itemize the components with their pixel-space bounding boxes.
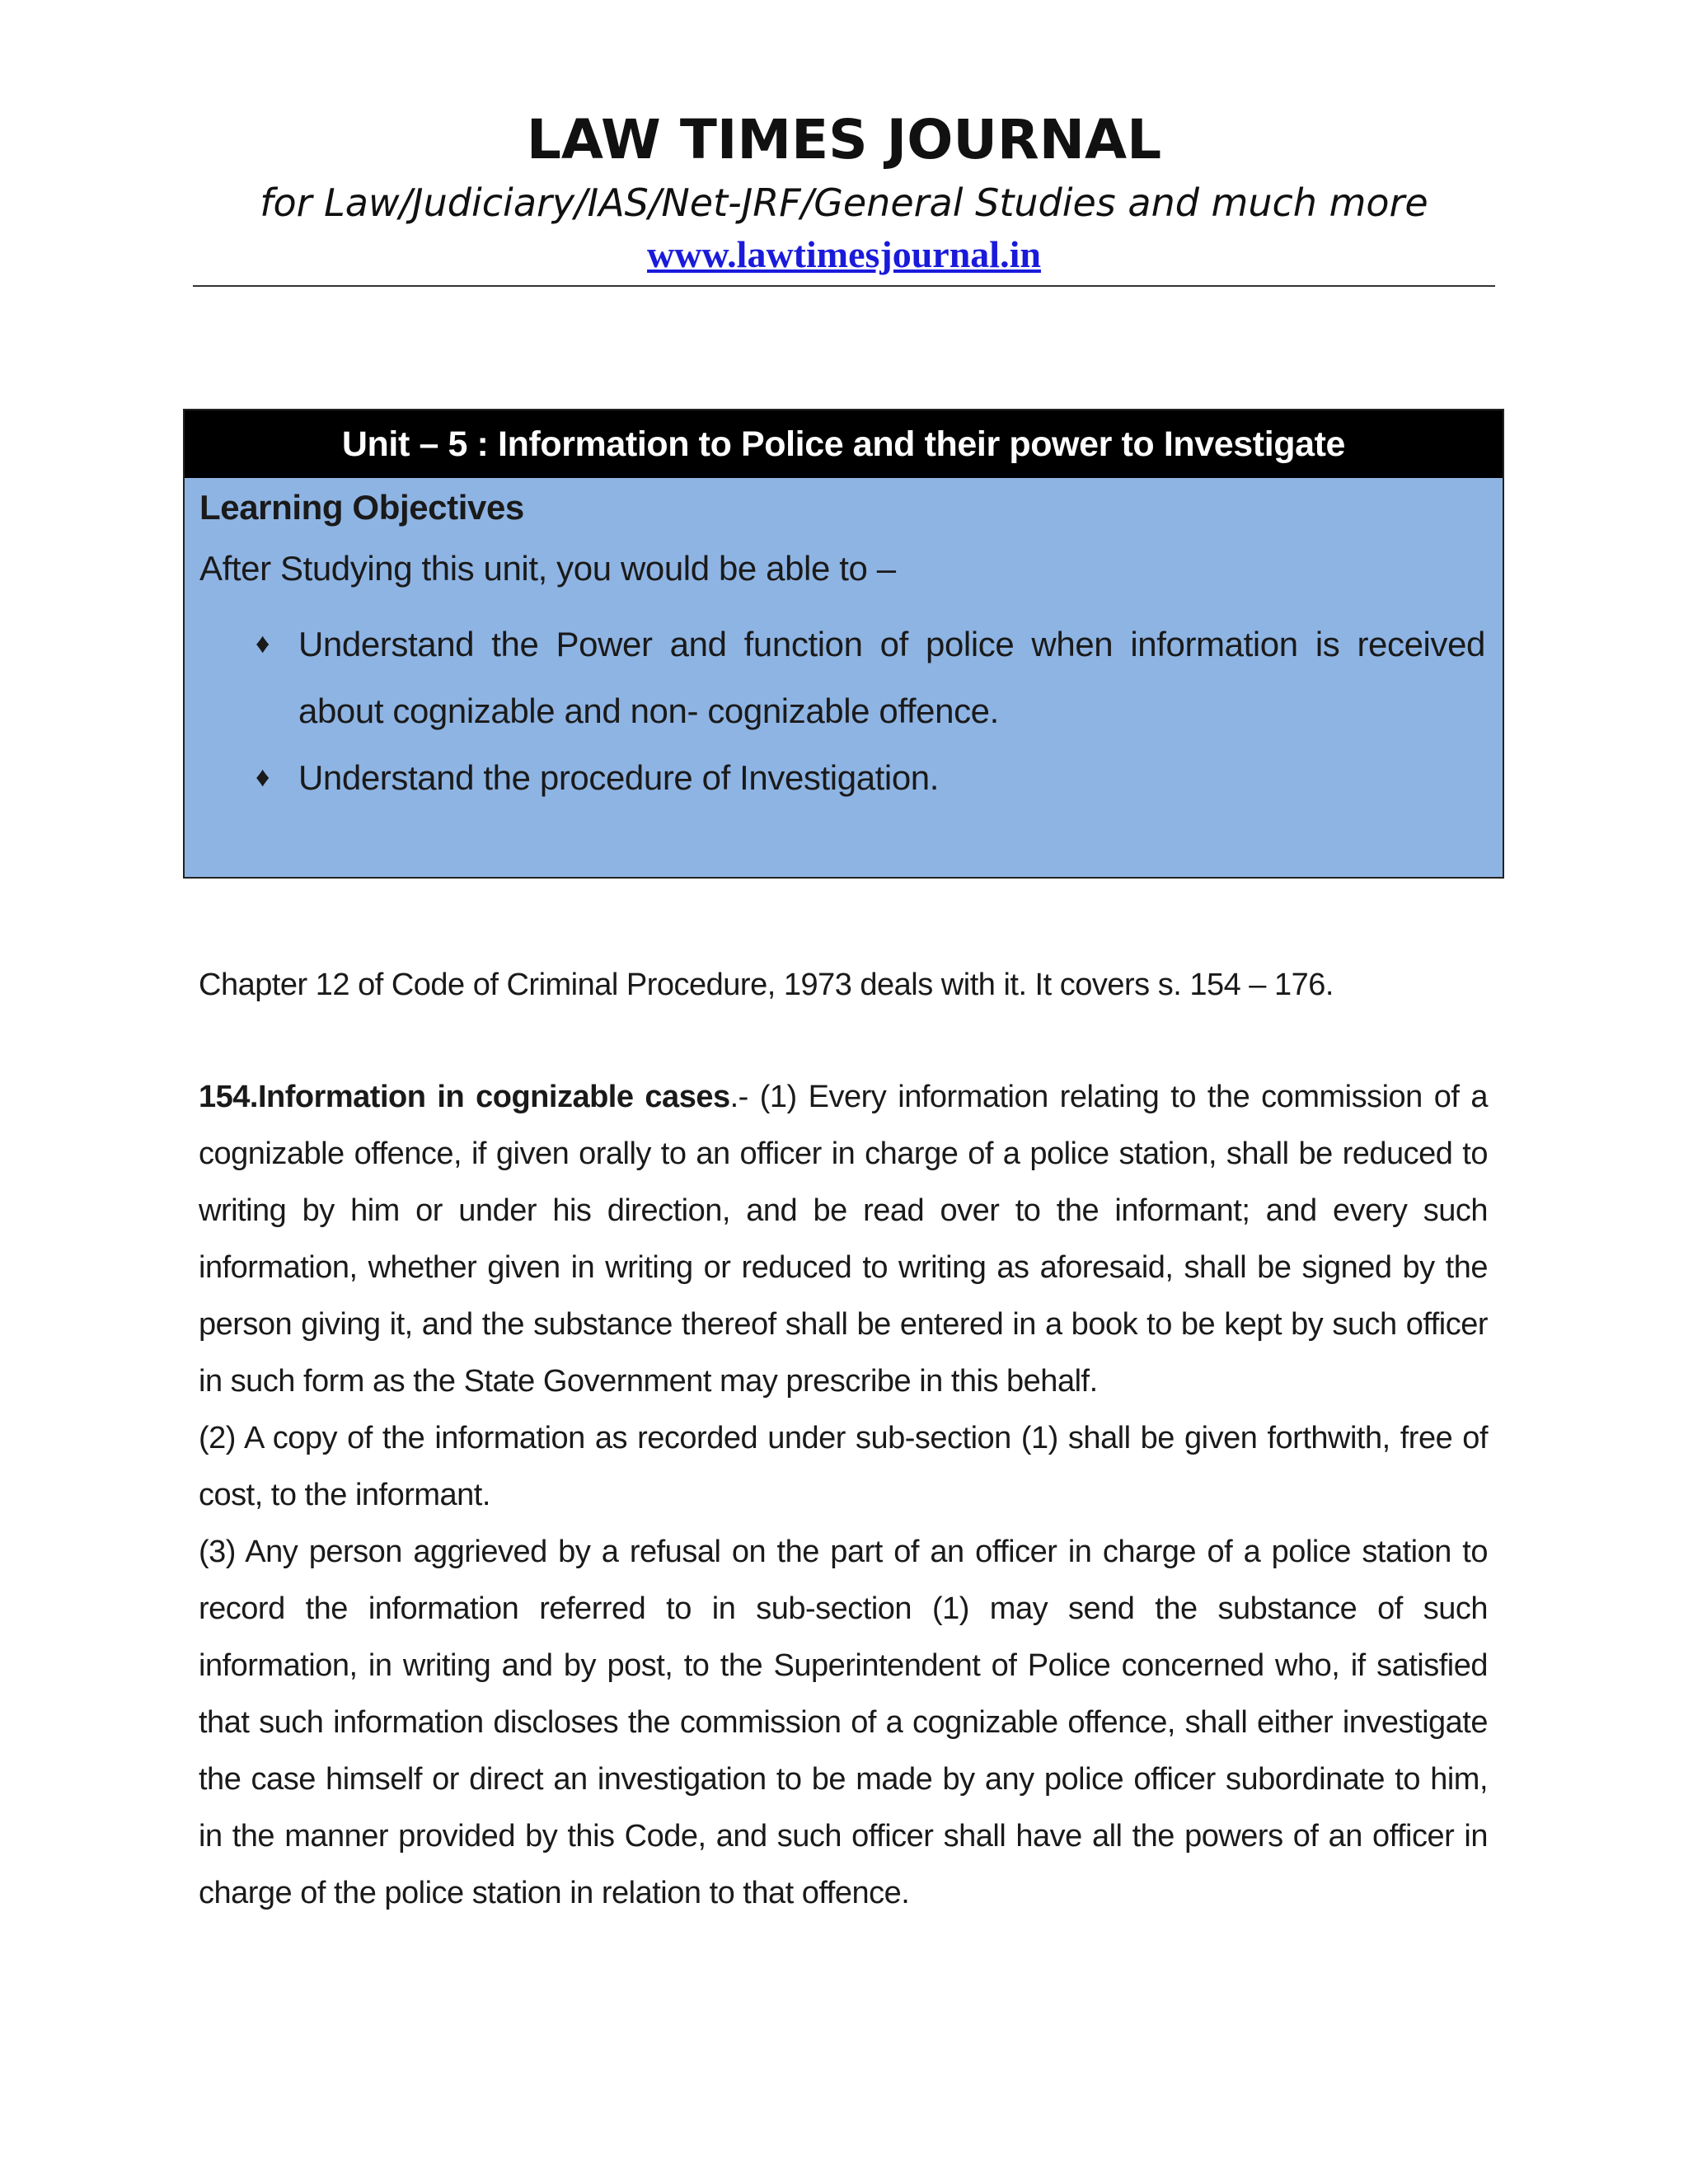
list-item [199,744,1485,811]
learning-objectives-list [199,611,1485,811]
journal-header [193,103,1495,281]
diamond-bullet-icon: ♦ [256,628,270,659]
clause-text: .- (1) Every information relating to the commission of a cognizable offence, if given orally to an officer in charge of a police station, shall be reduced to writing by him or under his direction, and be read over to the informant; and every such information, whether given in writing or reduced to writing as aforesaid, shall be signed by the person giving it, and the substance thereof shall be entered in a book to be kept by such officer in such form as the State Government may prescribe in this behalf. [199,1080,1489,1399]
journal-title: LAW TIMES JOURNAL [526,108,1162,171]
section-154-clause-2: (2) A copy of the information as recorded under sub-section (1) shall be given forthwith, free of cost, to the informant. [199,1421,1488,1512]
unit-title: Unit – 5 : Information to Police and their power to Investigate [185,410,1503,478]
chapter-intro: Chapter 12 of Code of Criminal Procedure, 1973 deals with it. It covers s. 154 – 176. [199,968,1334,1002]
learning-objectives-heading: Learning Objectives [199,488,524,527]
list-item [199,611,1485,744]
section-heading: 154.Information in cognizable cases [199,1080,730,1114]
journal-subtitle: for Law/Judiciary/IAS/Net-JRF/General Studies and much more [260,180,1428,225]
objective-text: Understand the Power and function of police when information is received about cognizable and non- cognizable offence. [298,625,1485,730]
section-154-clause-1 [199,1069,1488,1410]
unit-objectives-box [183,409,1504,879]
section-154 [199,1069,1488,1922]
objective-text: Understand the procedure of Investigation. [298,758,940,797]
section-154-clause-3: (3) Any person aggrieved by a refusal on the part of an officer in charge of a police station to record the information referred to in sub-section (1) may send the substance of such information, in writing and by post, to the Superintendent of Police concerned who, if satisfied that such information discloses the commission of a cognizable offence, shall either investigate the case himself or direct an investigation to be made by any police officer subordinate to him, in the manner provided by this Code, and such officer shall have all the powers of an officer in charge of the police station in relation to that offence. [199,1535,1488,1910]
learning-objectives-intro: After Studying this unit, you would be able to – [199,549,896,588]
journal-website-link[interactable]: www.lawtimesjournal.in [647,233,1041,275]
diamond-bullet-icon: ♦ [256,762,270,793]
header-divider [193,285,1495,287]
